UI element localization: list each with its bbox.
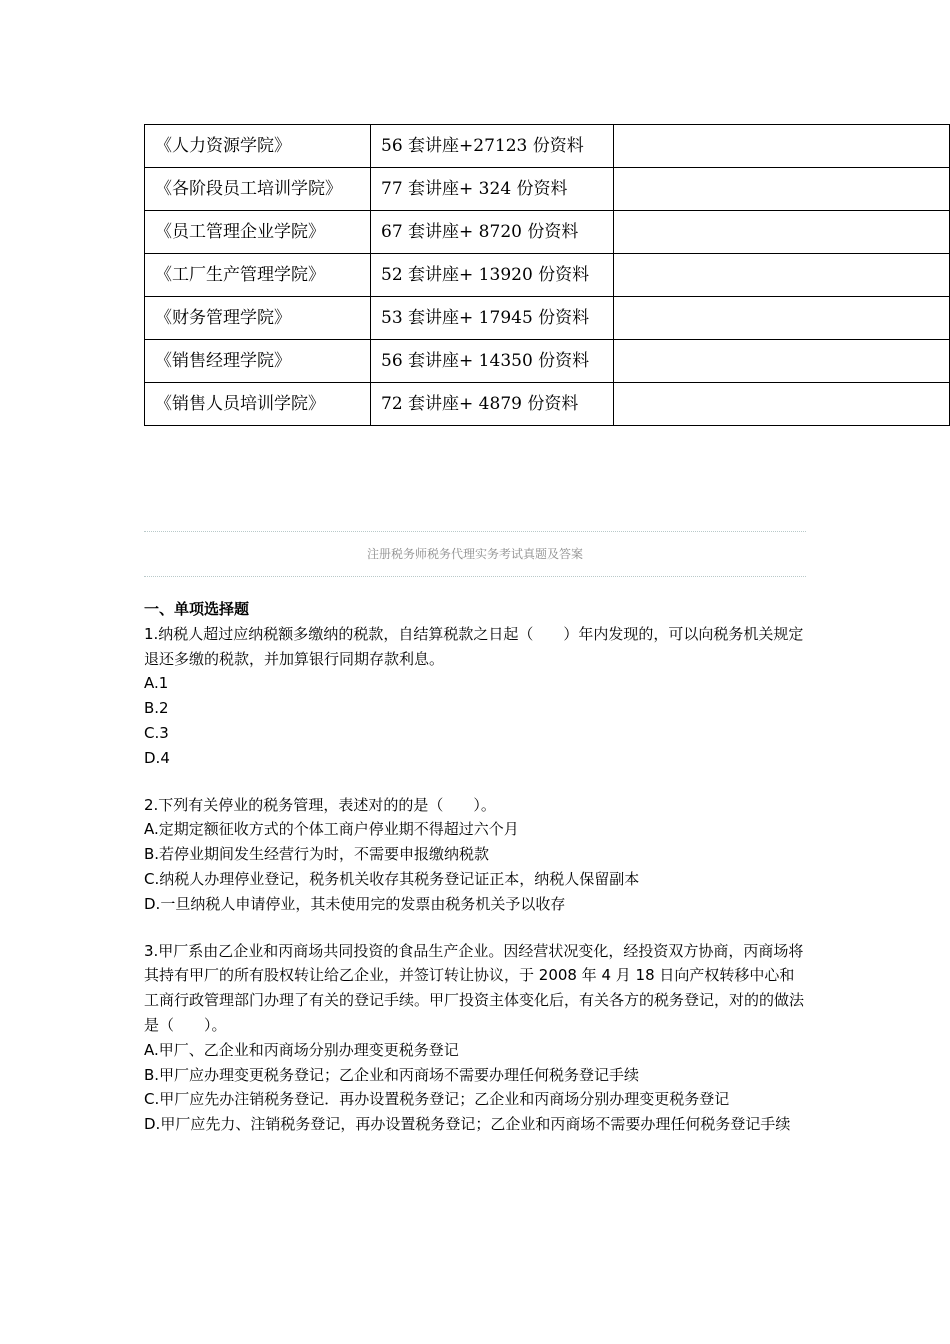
- section-title: 一、单项选择题: [144, 600, 250, 618]
- table-row: [145, 340, 950, 383]
- question-stem: 2.下列有关停业的税务管理，表述对的的是（ ）。: [144, 795, 496, 814]
- table-cell-name: [145, 340, 371, 383]
- resource-table: [144, 124, 950, 426]
- course-desc: 56 套讲座+27123 份资料: [381, 136, 584, 156]
- question-option: C.纳税人办理停业登记，税务机关收存其税务登记证正本，纳税人保留副本: [144, 869, 640, 888]
- document-header-title: 注册税务师税务代理实务考试真题及答案: [366, 547, 583, 561]
- table-cell-desc: [371, 168, 614, 211]
- exam-content: [144, 597, 808, 1137]
- table-row: [145, 125, 950, 168]
- table-cell-desc: [371, 211, 614, 254]
- table-cell-name: [145, 125, 371, 168]
- question-option: D.4: [144, 748, 170, 767]
- question-3: [144, 939, 808, 1137]
- question-option: B.若停业期间发生经营行为时，不需要申报缴纳税款: [144, 845, 490, 864]
- table-cell-name: [145, 211, 371, 254]
- table-cell-extra: [614, 211, 950, 254]
- table-cell-extra: [614, 168, 950, 211]
- question-option: A.1: [144, 674, 169, 693]
- course-name: 《工厂生产管理学院》: [155, 265, 325, 285]
- course-desc: 77 套讲座+ 324 份资料: [381, 179, 568, 199]
- question-option: D.一旦纳税人申请停业，其未使用完的发票由税务机关予以收存: [144, 894, 566, 913]
- spacer: [144, 917, 808, 939]
- course-name: 《人力资源学院》: [155, 136, 291, 156]
- table-cell-name: [145, 383, 371, 426]
- table-cell-desc: [371, 125, 614, 168]
- course-desc: 56 套讲座+ 14350 份资料: [381, 351, 590, 371]
- question-option: A.定期定额征收方式的个体工商户停业期不得超过六个月: [144, 820, 519, 839]
- course-name: 《各阶段员工培训学院》: [155, 179, 342, 199]
- table-row: [145, 383, 950, 426]
- course-name: 《销售人员培训学院》: [155, 394, 325, 414]
- table-cell-name: [145, 254, 371, 297]
- question-option: B.2: [144, 699, 169, 718]
- question-stem: 3.甲厂系由乙企业和丙商场共同投资的食品生产企业。因经营状况变化，经投资双方协商，丙商场将其持有甲厂的所有股权转让给乙企业，并签订转让协议，于 2008 年 4 月 18 日向产权转移中心和工商行政管理部门办理了有关的登记手续。甲厂投资主体变化后，有关各方的税务登记，对的的做法是（ ）。: [144, 941, 805, 1034]
- course-desc: 52 套讲座+ 13920 份资料: [381, 265, 590, 285]
- question-option: A.甲厂、乙企业和丙商场分别办理变更税务登记: [144, 1040, 459, 1059]
- table-cell-desc: [371, 297, 614, 340]
- table-cell-desc: [371, 383, 614, 426]
- question-option: B.甲厂应办理变更税务登记；乙企业和丙商场不需要办理任何税务登记手续: [144, 1065, 640, 1084]
- question-stem: 1.纳税人超过应纳税额多缴纳的税款，自结算税款之日起（ ）年内发现的，可以向税务机关规定退还多缴的税款，并加算银行同期存款利息。: [144, 624, 804, 668]
- table-cell-extra: [614, 383, 950, 426]
- table-row: [145, 297, 950, 340]
- table-row: [145, 211, 950, 254]
- question-option: C.3: [144, 723, 169, 742]
- table-cell-extra: [614, 254, 950, 297]
- table-cell-desc: [371, 340, 614, 383]
- table-cell-extra: [614, 297, 950, 340]
- table-cell-name: [145, 168, 371, 211]
- course-desc: 72 套讲座+ 4879 份资料: [381, 394, 579, 414]
- question-option: D.甲厂应先力、注销税务登记，再办设置税务登记；乙企业和丙商场不需要办理任何税务登记手续: [144, 1115, 791, 1134]
- course-name: 《财务管理学院》: [155, 308, 291, 328]
- course-desc: 53 套讲座+ 17945 份资料: [381, 308, 590, 328]
- question-1: [144, 622, 808, 771]
- table-row: [145, 254, 950, 297]
- question-2: [144, 793, 808, 917]
- table-cell-extra: [614, 125, 950, 168]
- question-option: C.甲厂应先办注销税务登记．再办设置税务登记；乙企业和丙商场分别办理变更税务登记: [144, 1090, 730, 1109]
- table-cell-name: [145, 297, 371, 340]
- table-row: [145, 168, 950, 211]
- table-cell-desc: [371, 254, 614, 297]
- table-cell-extra: [614, 340, 950, 383]
- course-desc: 67 套讲座+ 8720 份资料: [381, 222, 579, 242]
- spacer: [144, 771, 808, 793]
- course-name: 《员工管理企业学院》: [155, 222, 325, 242]
- course-name: 《销售经理学院》: [155, 351, 291, 371]
- document-header: [144, 531, 806, 577]
